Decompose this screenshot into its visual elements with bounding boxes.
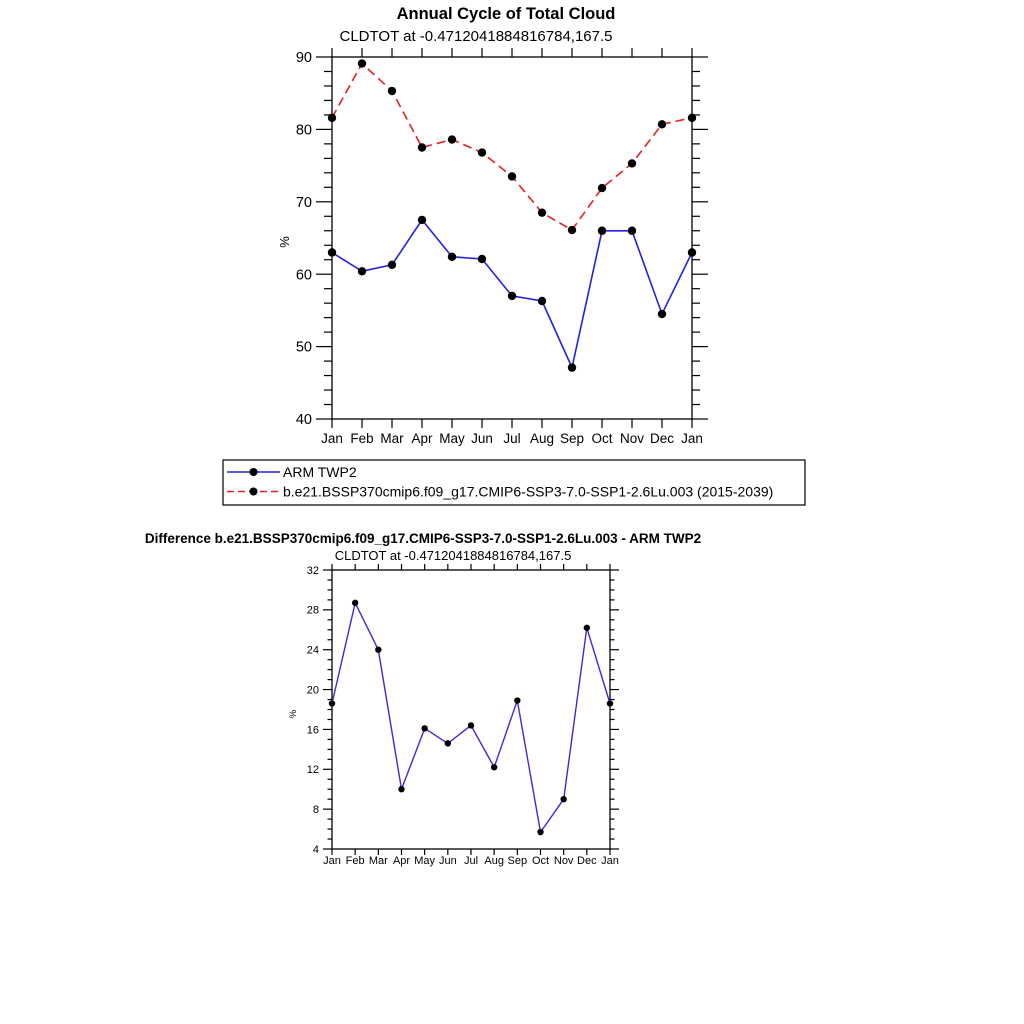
y-tick-label: 12	[306, 764, 319, 777]
y-tick-label: 70	[295, 194, 312, 211]
y-tick-label: 40	[295, 412, 312, 429]
data-point-marker	[358, 267, 366, 275]
y-tick-label: 90	[295, 50, 312, 67]
bottom-chart-title: Difference b.e21.BSSP370cmip6.f09_g17.CMIP6-SSP3-7.0-SSP1-2.6Lu.003 - ARM TWP2	[144, 531, 702, 546]
legend-label-model-run: b.e21.BSSP370cmip6.f09_g17.CMIP6-SSP3-7.0-SSP1-2.6Lu.003 (2015-2039)	[283, 483, 774, 500]
x-tick-label: Apr	[411, 431, 433, 446]
y-tick-label: 60	[295, 267, 312, 284]
data-point-marker	[421, 725, 427, 731]
y-tick-label: 8	[312, 803, 319, 816]
x-tick-label: Sep	[559, 431, 585, 446]
x-tick-label: Mar	[368, 855, 388, 867]
data-point-marker	[598, 184, 606, 192]
data-point-marker	[688, 114, 696, 122]
y-tick-label: 16	[306, 724, 319, 737]
data-point-marker	[568, 226, 576, 234]
legend-label-arm-twp2: ARM TWP2	[283, 463, 357, 480]
x-tick-label: Jan	[323, 855, 341, 867]
data-point-marker	[388, 87, 396, 95]
y-tick-label: 20	[306, 684, 319, 697]
plot-frame	[332, 57, 692, 419]
data-point-marker	[598, 227, 606, 235]
x-tick-label: Feb	[345, 855, 365, 867]
data-point-marker	[514, 697, 520, 703]
data-point-marker	[448, 135, 456, 143]
data-point-marker	[352, 600, 358, 606]
data-point-marker	[328, 248, 336, 256]
x-tick-label: Sep	[507, 855, 528, 867]
data-point-marker	[628, 227, 636, 235]
series-line	[332, 64, 692, 231]
data-point-marker	[375, 647, 381, 653]
data-point-marker	[560, 796, 566, 802]
x-tick-label: Jul	[463, 855, 479, 867]
x-tick-label: Dec	[649, 431, 675, 446]
data-point-marker	[418, 216, 426, 224]
y-tick-label: 4	[312, 843, 319, 856]
data-point-marker	[628, 159, 636, 167]
x-tick-label: Aug	[484, 855, 504, 867]
data-point-marker	[658, 120, 666, 128]
x-tick-label: Oct	[531, 855, 550, 867]
data-point-marker	[537, 829, 543, 835]
bottom-chart-subtitle: CLDTOT at -0.4712041884816784,167.5	[334, 548, 572, 563]
data-point-marker	[328, 114, 336, 122]
data-point-marker	[607, 700, 613, 706]
y-tick-label: 32	[306, 564, 319, 577]
x-tick-label: Jun	[438, 855, 457, 867]
top-chart-subtitle: CLDTOT at -0.4712041884816784,167.5	[339, 28, 613, 45]
x-tick-label: Feb	[350, 431, 374, 446]
data-point-marker	[478, 255, 486, 263]
data-point-marker	[491, 764, 497, 770]
top-chart-ylabel: %	[277, 236, 292, 248]
x-tick-label: May	[414, 855, 436, 867]
legend-marker-sample	[250, 488, 258, 496]
x-tick-label: Jun	[471, 431, 493, 446]
data-point-marker	[538, 208, 546, 216]
data-point-marker	[584, 625, 590, 631]
data-point-marker	[538, 297, 546, 305]
x-tick-label: Apr	[392, 855, 411, 867]
bottom-chart-ylabel: %	[288, 709, 299, 719]
x-tick-label: May	[439, 431, 465, 446]
data-point-marker	[329, 700, 335, 706]
x-tick-label: Dec	[577, 855, 597, 867]
x-tick-label: Jul	[503, 431, 521, 446]
data-point-marker	[508, 292, 516, 300]
y-tick-label: 50	[295, 339, 312, 356]
data-point-marker	[468, 722, 474, 728]
x-tick-label: Jan	[681, 431, 703, 446]
data-point-marker	[398, 786, 404, 792]
data-point-marker	[478, 148, 486, 156]
x-tick-label: Nov	[619, 431, 645, 446]
data-point-marker	[568, 363, 576, 371]
x-tick-label: Jan	[321, 431, 343, 446]
y-tick-label: 28	[306, 604, 319, 617]
x-tick-label: Nov	[553, 855, 574, 867]
plot-frame	[332, 570, 610, 849]
data-point-marker	[688, 248, 696, 256]
x-tick-label: Aug	[529, 431, 555, 446]
data-point-marker	[358, 59, 366, 67]
y-tick-label: 24	[306, 644, 319, 657]
data-point-marker	[658, 310, 666, 318]
data-point-marker	[448, 253, 456, 261]
top-chart-title: Annual Cycle of Total Cloud	[396, 5, 616, 23]
data-point-marker	[445, 740, 451, 746]
x-tick-label: Mar	[380, 431, 404, 446]
legend-marker-sample	[250, 468, 258, 476]
data-point-marker	[418, 143, 426, 151]
x-tick-label: Jan	[601, 855, 619, 867]
chart-graphics-layer	[223, 48, 805, 867]
data-point-marker	[508, 172, 516, 180]
x-tick-label: Oct	[591, 431, 613, 446]
y-tick-label: 80	[295, 122, 312, 139]
series-line	[332, 603, 610, 832]
data-point-marker	[388, 261, 396, 269]
